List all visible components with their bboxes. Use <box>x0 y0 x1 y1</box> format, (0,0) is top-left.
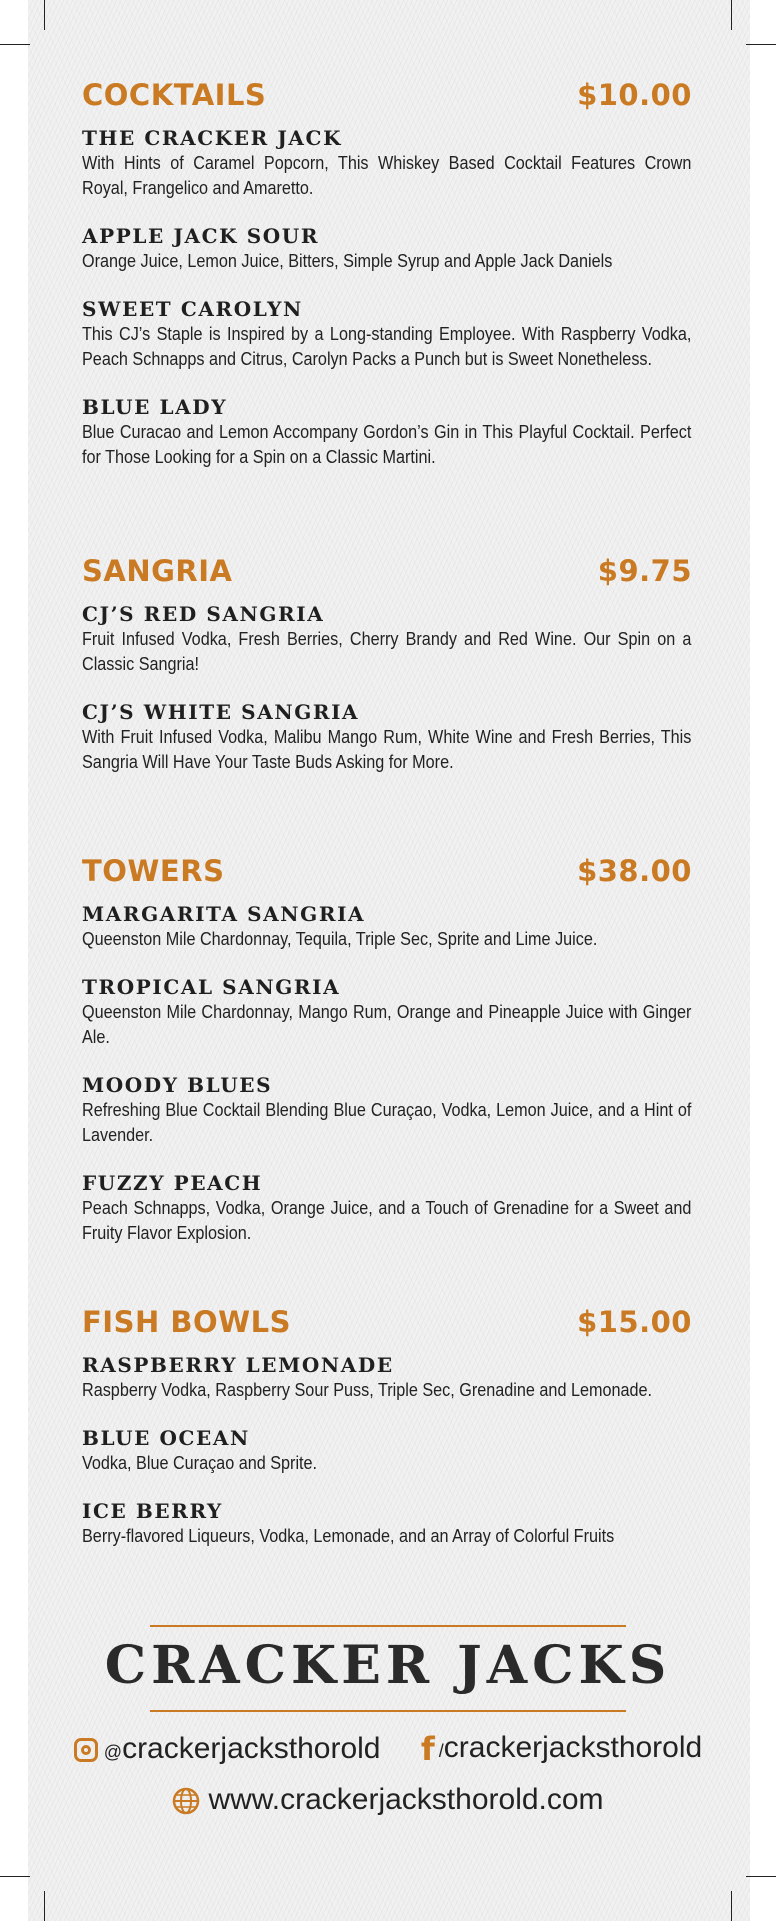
item-name: MOODY BLUES <box>82 1073 273 1097</box>
section-title: TOWERS <box>82 854 225 888</box>
section-header <box>82 1305 692 1353</box>
facebook-handle: crackerjacksthorold <box>443 1730 703 1764</box>
menu-item <box>82 902 692 952</box>
item-description: Queenston Mile Chardonnay, Mango Rum, Orange and Pineapple Juice with Ginger Ale. <box>82 1002 692 1047</box>
section-price: $38.00 <box>577 854 692 888</box>
website-url: www.crackerjacksthorold.com <box>208 1783 604 1816</box>
facebook-icon: f <box>420 1730 435 1768</box>
menu-item <box>82 1073 692 1148</box>
item-description: Fruit Infused Vodka, Fresh Berries, Cherry Brandy and Red Wine. Our Spin on a Classic Sangria! <box>82 629 692 674</box>
item-description: Vodka, Blue Curaçao and Sprite. <box>82 1453 318 1473</box>
item-name: FUZZY PEACH <box>82 1171 263 1195</box>
item-description: Queenston Mile Chardonnay, Tequila, Triple Sec, Sprite and Lime Juice. <box>82 929 598 949</box>
item-description: Peach Schnapps, Vodka, Orange Juice, and a Touch of Grenadine for a Sweet and Fruity Flavor Explosion. <box>82 1198 692 1243</box>
instagram-handle: crackerjacksthorold <box>122 1732 381 1765</box>
section-header <box>82 78 692 126</box>
menu-item <box>82 1171 692 1246</box>
item-description: Blue Curacao and Lemon Accompany Gordon’s Gin in This Playful Cocktail. Perfect for Those Looking for a Spin on a Classic Martini. <box>82 422 692 467</box>
section-towers <box>82 854 692 1269</box>
item-description: With Fruit Infused Vodka, Malibu Mango Rum, White Wine and Fresh Berries, This Sangria Will Have Your Taste Buds Asking for More. <box>82 727 692 772</box>
item-name: RASPBERRY LEMONADE <box>82 1353 394 1377</box>
section-title: SANGRIA <box>82 554 233 588</box>
item-name: ICE BERRY <box>82 1499 223 1523</box>
section-fish-bowls <box>82 1305 692 1572</box>
section-header <box>82 854 692 902</box>
item-name: BLUE OCEAN <box>82 1426 250 1450</box>
section-header <box>82 554 692 602</box>
item-name: SWEET CAROLYN <box>82 297 303 321</box>
instagram-prefix: @ <box>103 1742 123 1762</box>
section-sangria <box>82 554 692 798</box>
menu-item <box>82 297 692 372</box>
section-title: FISH BOWLS <box>82 1305 291 1339</box>
item-description: Berry-flavored Liqueurs, Vodka, Lemonade, and an Array of Colorful Fruits <box>82 1526 615 1546</box>
facebook-link[interactable] <box>421 1730 702 1768</box>
menu-item <box>82 1353 692 1403</box>
section-price: $15.00 <box>577 1305 692 1339</box>
item-description: Refreshing Blue Cocktail Blending Blue Curaçao, Vodka, Lemon Juice, and a Hint of Lavender. <box>82 1100 692 1145</box>
menu-item <box>82 1426 692 1476</box>
item-name: BLUE LADY <box>82 395 228 419</box>
menu-item <box>82 224 692 274</box>
crop-mark-top-right-h <box>746 44 776 45</box>
facebook-prefix: / <box>438 1740 444 1761</box>
logo-rule-bottom <box>150 1710 626 1712</box>
crop-mark-bottom-left-v <box>44 1891 45 1921</box>
globe-icon <box>172 1787 200 1815</box>
crop-mark-top-left-v <box>44 0 45 30</box>
item-description: Orange Juice, Lemon Juice, Bitters, Simple Syrup and Apple Jack Daniels <box>82 251 613 271</box>
crop-mark-bottom-right-h <box>746 1876 776 1877</box>
logo-rule-top <box>150 1625 626 1627</box>
menu-item <box>82 126 692 201</box>
menu-item <box>82 700 692 775</box>
menu-item <box>82 395 692 470</box>
section-price: $10.00 <box>577 78 692 112</box>
section-title: COCKTAILS <box>82 78 267 112</box>
crop-mark-bottom-right-v <box>731 1891 732 1921</box>
item-name: MARGARITA SANGRIA <box>82 902 366 926</box>
item-description: With Hints of Caramel Popcorn, This Whiskey Based Cocktail Features Crown Royal, Frangelico and Amaretto. <box>82 153 692 198</box>
section-cocktails <box>82 78 692 493</box>
logo-text: CRACKER JACKS <box>104 1635 672 1696</box>
section-price: $9.75 <box>597 554 692 588</box>
item-description: This CJ’s Staple is Inspired by a Long-standing Employee. With Raspberry Vodka, Peach Schnapps and Citrus, Carolyn Packs a Punch but is Sweet Nonetheless. <box>82 324 692 369</box>
crop-mark-top-left-h <box>0 44 30 45</box>
item-description: Raspberry Vodka, Raspberry Sour Puss, Triple Sec, Grenadine and Lemonade. <box>82 1380 653 1400</box>
crop-mark-bottom-left-h <box>0 1876 30 1877</box>
crop-mark-top-right-v <box>731 0 732 30</box>
website-link[interactable] <box>0 1783 776 1817</box>
item-name: APPLE JACK SOUR <box>82 224 320 248</box>
instagram-link[interactable] <box>74 1732 381 1766</box>
item-name: TROPICAL SANGRIA <box>82 975 341 999</box>
menu-item <box>82 602 692 677</box>
item-name: THE CRACKER JACK <box>82 126 343 150</box>
instagram-icon <box>74 1738 98 1762</box>
menu-item <box>82 975 692 1050</box>
item-name: CJ’S WHITE SANGRIA <box>82 700 360 724</box>
social-links <box>0 1730 776 1768</box>
menu-item <box>82 1499 692 1549</box>
item-name: CJ’S RED SANGRIA <box>82 602 325 626</box>
